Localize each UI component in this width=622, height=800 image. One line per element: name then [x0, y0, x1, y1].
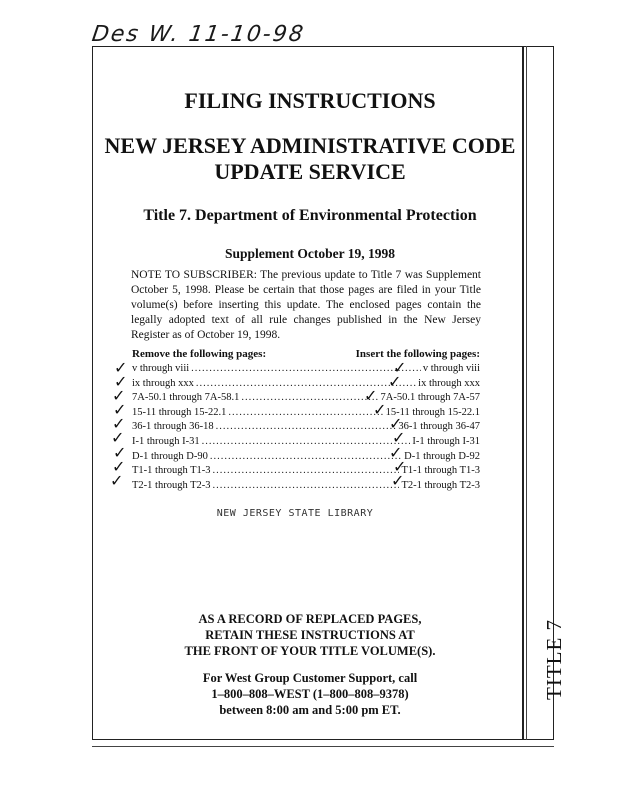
subscriber-note: NOTE TO SUBSCRIBER: The previous update to Title 7 was Supplement October 5, 1998. Please be certain that those pages are filed in your Title volume(s) before inserting this update. The enclosed pages contain the legally adopted text of all rule changes published in the New Jersey Register as of October 19, 1998.: [131, 269, 481, 341]
checkmark-icon: ✓: [391, 471, 405, 490]
checkmark-icon: ✓: [373, 400, 387, 419]
retain-instructions: AS A RECORD OF REPLACED PAGES, RETAIN THESE INSTRUCTIONS AT THE FRONT OF YOUR TITLE VOLUME(S).: [184, 612, 436, 658]
list-item: I-1 through I-31 ..... I-1 through I-31: [122, 436, 480, 451]
customer-support: For West Group Customer Support, call 1–800–808–WEST (1–800–808–9378) between 8:00 am and 5:00 pm ET.: [202, 671, 418, 717]
checkmark-icon: ✓: [112, 386, 126, 405]
checkmark-icon: ✓: [388, 372, 402, 391]
checkmark-icon: ✓: [110, 471, 124, 490]
list-item: T1-1 through T1-3 ..... T1-1 through T1-3: [122, 465, 480, 480]
checkmark-icon: ✓: [389, 414, 403, 433]
list-item: T2-1 through T2-3 ..... T2-1 through T2-3: [122, 480, 480, 495]
page-title: FILING INSTRUCTIONS: [184, 88, 436, 113]
tab-divider-inner: [526, 46, 527, 740]
checkmark-icon: ✓: [389, 443, 403, 462]
list-item: 36-1 through 36-18 ..... 36-1 through 36-47: [122, 421, 480, 436]
list-item: 15-11 through 15-22.1 ..... 15-11 through 15-22.1: [122, 407, 480, 422]
checkmark-icon: ✓: [393, 457, 407, 476]
checkmark-icon: ✓: [364, 386, 378, 405]
checkmark-icon: ✓: [114, 358, 128, 377]
checkmark-icon: ✓: [393, 358, 407, 377]
checkmark-icon: ✓: [111, 428, 125, 447]
checkmark-icon: ✓: [112, 457, 126, 476]
bottom-strip: [92, 740, 554, 747]
list-item: ix through xxx ..... ix through xxx: [122, 378, 480, 393]
list-item: 7A-50.1 through 7A-58.1 ..... 7A-50.1 through 7A-57: [122, 392, 480, 407]
checkmark-icon: ✓: [112, 414, 126, 433]
list-item: D-1 through D-90 ..... D-1 through D-92: [122, 451, 480, 466]
list-item: v through viii ..... v through viii: [122, 363, 480, 378]
checkmark-icon: ✓: [392, 428, 406, 447]
supplement-heading: Supplement October 19, 1998: [224, 246, 395, 261]
list-header: [122, 348, 480, 363]
checkmark-icon: ✓: [114, 372, 128, 391]
subtitle-line2: UPDATE SERVICE: [214, 159, 406, 184]
subtitle-line1: NEW JERSEY ADMINISTRATIVE CODE: [104, 133, 516, 158]
handwritten-note: Des W. 11-10-98: [90, 22, 307, 47]
library-stamp: NEW JERSEY STATE LIBRARY: [216, 508, 374, 519]
department-heading: Title 7. Department of Environmental Protection: [143, 207, 477, 224]
page-list: [122, 348, 480, 494]
insert-header: Insert the following pages:: [355, 348, 480, 360]
tab-divider: [522, 46, 524, 740]
remove-header: Remove the following pages:: [132, 348, 267, 360]
checkmark-icon: ✓: [113, 400, 127, 419]
title-tab-label: TITLE 7: [542, 618, 566, 700]
checkmark-icon: ✓: [113, 443, 127, 462]
